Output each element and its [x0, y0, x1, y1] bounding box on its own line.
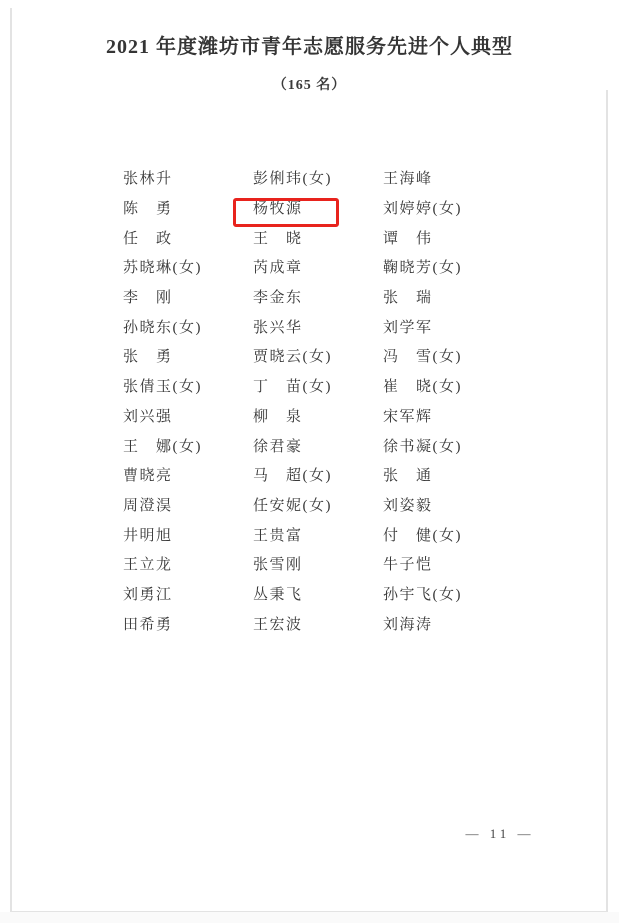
person-name: 丁 苗(女)	[253, 379, 332, 396]
person-name: 曹晓亮	[123, 468, 173, 485]
person-name: 王宏波	[253, 616, 303, 633]
person-name: 陈 勇	[123, 201, 173, 218]
person-name: 井明旭	[123, 527, 173, 544]
person-name: 丛秉飞	[253, 586, 303, 603]
person-name: 徐书凝(女)	[383, 438, 462, 455]
document-title: 2021 年度潍坊市青年志愿服务先进个人典型	[106, 36, 513, 58]
person-name: 王 娜(女)	[123, 438, 202, 455]
person-name: 苏晓琳(女)	[123, 260, 202, 277]
person-name: 宋军辉	[383, 408, 433, 425]
person-name: 张雪刚	[253, 557, 303, 574]
person-name: 刘婷婷(女)	[383, 201, 462, 218]
person-name: 刘海涛	[383, 616, 433, 633]
person-name: 徐君豪	[253, 438, 303, 455]
person-name: 王 晓	[253, 230, 303, 247]
person-name: 冯 雪(女)	[383, 349, 462, 366]
person-name: 王贵富	[253, 527, 303, 544]
page-shadow	[0, 912, 619, 923]
person-name: 马 超(女)	[253, 468, 332, 485]
person-name: 张 瑞	[383, 290, 433, 307]
person-name: 任 政	[123, 230, 173, 247]
person-name: 张倩玉(女)	[123, 379, 202, 396]
page-edge-left	[10, 8, 12, 911]
person-name: 芮成章	[253, 260, 303, 277]
person-name: 田希勇	[123, 616, 173, 633]
person-name: 付 健(女)	[383, 527, 462, 544]
person-name: 鞠晓芳(女)	[383, 260, 462, 277]
person-name: 崔 晓(女)	[383, 379, 462, 396]
names-list	[123, 163, 513, 638]
person-name: 周澄淏	[123, 497, 173, 514]
person-name: 王立龙	[123, 557, 173, 574]
person-name: 任安妮(女)	[253, 497, 332, 514]
person-name: 李 刚	[123, 290, 173, 307]
person-name: 刘学军	[383, 319, 433, 336]
person-name: 张 通	[383, 468, 433, 485]
person-name: 张 勇	[123, 349, 173, 366]
person-name: 刘姿毅	[383, 497, 433, 514]
person-name: 刘兴强	[123, 408, 173, 425]
person-name: 刘勇江	[123, 586, 173, 603]
person-name: 柳 泉	[253, 408, 303, 425]
person-name-highlighted: 杨牧源	[253, 201, 303, 218]
person-name: 张兴华	[253, 319, 303, 336]
document-subtitle: （165 名）	[272, 78, 347, 93]
page-number: — 11 —	[465, 826, 535, 841]
person-name: 李金东	[253, 290, 303, 307]
person-name: 王海峰	[383, 171, 433, 188]
person-name: 孙宇飞(女)	[383, 586, 462, 603]
person-name: 彭俐玮(女)	[253, 171, 332, 188]
page-edge-right	[606, 90, 608, 911]
person-name: 张林升	[123, 171, 173, 188]
person-name: 孙晓东(女)	[123, 319, 202, 336]
person-name: 谭 伟	[383, 230, 433, 247]
person-name: 贾晓云(女)	[253, 349, 332, 366]
person-name: 牛子恺	[383, 557, 433, 574]
